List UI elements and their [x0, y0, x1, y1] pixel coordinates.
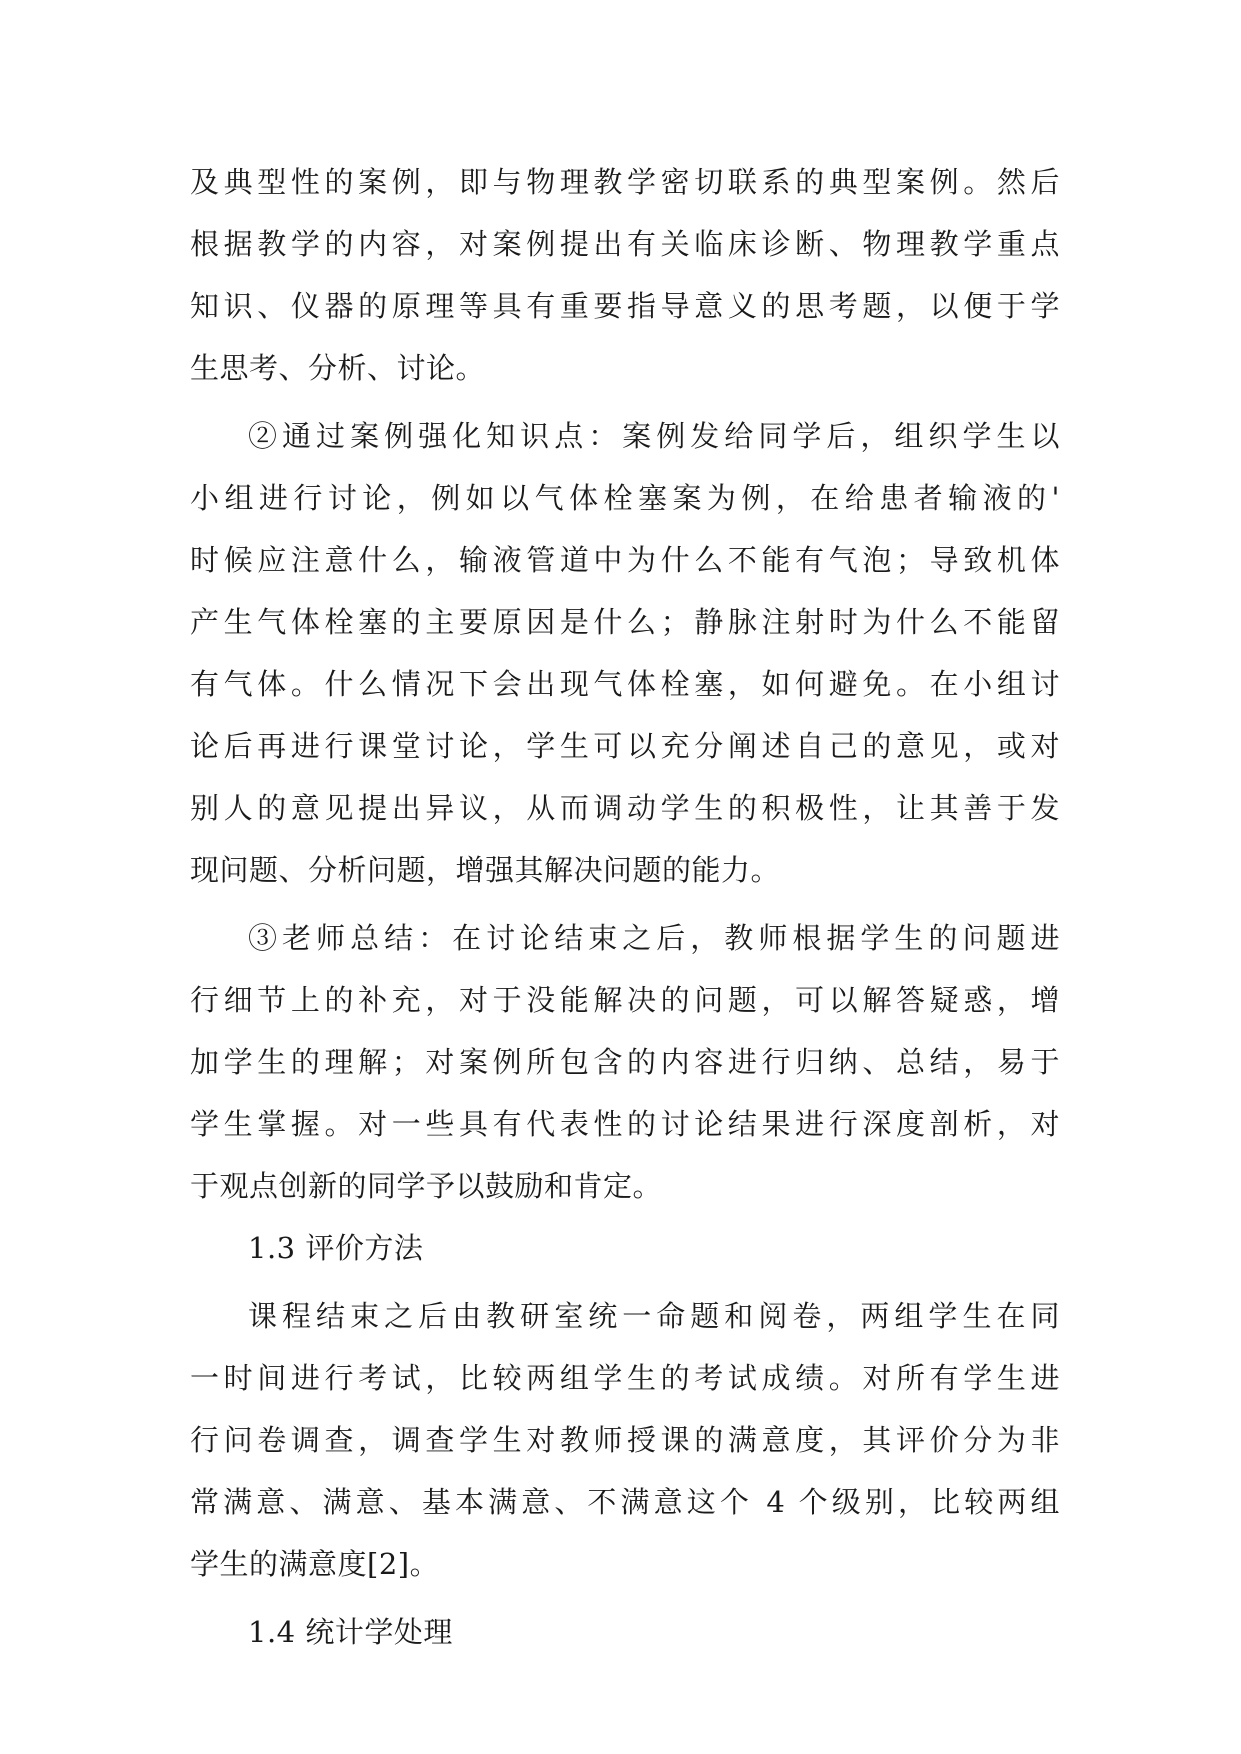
text-line: 学生的满意度[2]。 — [190, 1547, 440, 1581]
text-line: 学生掌握。对一些具有代表性的讨论结果进行深度剖析，对 — [190, 1107, 1060, 1141]
text-line: 行细节上的补充，对于没能解决的问题，可以解答疑惑，增 — [190, 983, 1060, 1017]
paragraph-case-selection — [190, 151, 1060, 399]
paragraph-teacher-summary — [190, 907, 1060, 1217]
section-title: 1.3 评价方法 — [248, 1231, 424, 1265]
section-heading-1-3 — [190, 1217, 1060, 1279]
text-line: 知识、仪器的原理等具有重要指导意义的思考题，以便于学 — [190, 289, 1060, 323]
text-line: 小组进行讨论，例如以气体栓塞案为例，在给患者输液的' — [190, 481, 1060, 515]
text-line: 行问卷调查，调查学生对教师授课的满意度，其评价分为非 — [190, 1423, 1060, 1457]
section-title: 1.4 统计学处理 — [248, 1615, 453, 1649]
section-heading-1-4 — [190, 1601, 1060, 1663]
text-line: 有气体。什么情况下会出现气体栓塞，如何避免。在小组讨 — [190, 667, 1060, 701]
text-line: 一时间进行考试，比较两组学生的考试成绩。对所有学生进 — [190, 1361, 1060, 1395]
text-line: 时候应注意什么，输液管道中为什么不能有气泡；导致机体 — [190, 543, 1060, 577]
text-line: 加学生的理解；对案例所包含的内容进行归纳、总结，易于 — [190, 1045, 1060, 1079]
document-body — [190, 151, 1060, 1663]
text-line: ③老师总结：在讨论结束之后，教师根据学生的问题进 — [248, 921, 1060, 955]
text-line: 课程结束之后由教研室统一命题和阅卷，两组学生在同 — [248, 1299, 1060, 1333]
text-line: 根据教学的内容，对案例提出有关临床诊断、物理教学重点 — [190, 227, 1060, 261]
paragraph-case-discussion — [190, 405, 1060, 901]
text-line: 常满意、满意、基本满意、不满意这个 4 个级别，比较两组 — [190, 1485, 1060, 1519]
text-line: 产生气体栓塞的主要原因是什么；静脉注射时为什么不能留 — [190, 605, 1060, 639]
text-line: 及典型性的案例，即与物理教学密切联系的典型案例。然后 — [190, 165, 1060, 199]
text-line: ②通过案例强化知识点：案例发给同学后，组织学生以 — [248, 419, 1060, 453]
text-line: 别人的意见提出异议，从而调动学生的积极性，让其善于发 — [190, 791, 1060, 825]
text-line: 现问题、分析问题，增强其解决问题的能力。 — [190, 853, 781, 887]
paragraph-evaluation-method — [190, 1285, 1060, 1595]
text-line: 生思考、分析、讨论。 — [190, 351, 486, 385]
text-line: 于观点创新的同学予以鼓励和肯定。 — [190, 1169, 663, 1203]
text-line: 论后再进行课堂讨论，学生可以充分阐述自己的意见，或对 — [190, 729, 1060, 763]
